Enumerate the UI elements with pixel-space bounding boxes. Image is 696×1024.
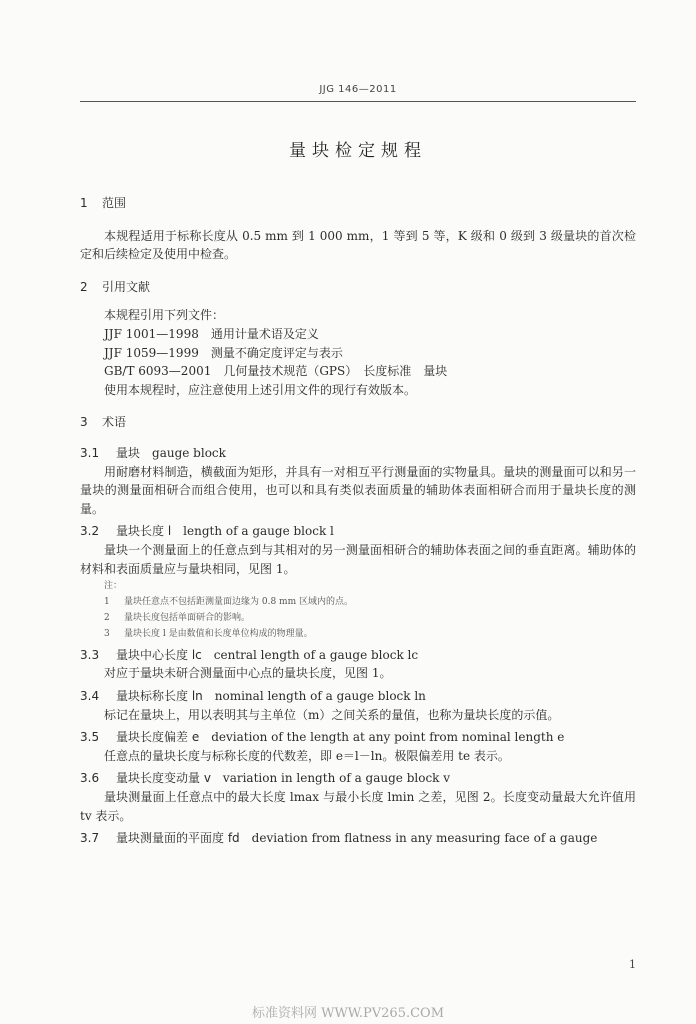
term-heading bbox=[80, 646, 636, 665]
reference-item: JJF 1001—1998 通用计量术语及定义 bbox=[104, 326, 319, 341]
section-heading bbox=[80, 278, 636, 297]
term-chinese: 量块 bbox=[116, 445, 141, 460]
term-heading bbox=[80, 522, 636, 541]
term-definition: 任意点的量块长度与标称长度的代数差，即 e＝l－ln。极限偏差用 te 表示。 bbox=[104, 748, 510, 763]
term-number: 3.5 bbox=[80, 730, 100, 745]
note-text: 量块任意点不包括距测量面边缘为 0.8 mm 区域内的点。 bbox=[124, 597, 353, 608]
term-number: 3.3 bbox=[80, 647, 100, 662]
header-rule bbox=[80, 101, 636, 102]
paragraph: 本规程适用于标称长度从 0.5 mm 到 1 000 mm，1 等到 5 等，K 级和 0 级到 3 级量块的首次检定和后续检定及使用中检查。 bbox=[80, 228, 636, 262]
term-definition: 用耐磨材料制造，横截面为矩形，并具有一对相互平行测量面的实物量具。量块的测量面可以和另一量块的测量面相研合而组合使用，也可以和具有类似表面质量的辅助体表面相研合而用于量块长度的测量。 bbox=[80, 464, 636, 516]
term-chinese: 量块长度 l bbox=[116, 524, 172, 539]
term-heading bbox=[80, 444, 636, 463]
watermark: 标准资料网 WWW.PV265.COM bbox=[251, 1006, 445, 1021]
note-number: 2 bbox=[104, 612, 110, 623]
term-definition: 标记在量块上，用以表明其与主单位（m）之间关系的量值，也称为量块长度的示值。 bbox=[104, 707, 560, 722]
note-item bbox=[80, 628, 636, 642]
note-number: 3 bbox=[104, 628, 110, 639]
term-english: central length of a gauge block lc bbox=[213, 647, 419, 662]
term-heading bbox=[80, 769, 636, 788]
term-definition: 对应于量块未研合测量面中心点的量块长度，见图 1。 bbox=[104, 666, 392, 681]
term-english: deviation of the length at any point from nominal length e bbox=[211, 730, 565, 745]
section-number: 2 bbox=[80, 279, 88, 294]
term-number: 3.6 bbox=[80, 771, 100, 786]
term-english: variation in length of a gauge block v bbox=[222, 771, 451, 786]
section-number: 3 bbox=[80, 415, 88, 430]
note-item bbox=[80, 596, 636, 610]
term-number: 3.7 bbox=[80, 831, 100, 846]
reference-item: JJF 1059—1999 测量不确定度评定与表示 bbox=[104, 345, 343, 360]
term-chinese: 量块长度偏差 e bbox=[116, 730, 200, 745]
term-heading bbox=[80, 687, 636, 706]
paragraph: 本规程引用下列文件： bbox=[104, 308, 225, 323]
section-title: 引用文献 bbox=[102, 279, 151, 294]
term-number: 3.4 bbox=[80, 689, 100, 704]
reference-item: GB/T 6093—2001 几何量技术规范（GPS） 长度标准 量块 bbox=[104, 364, 448, 379]
term-chinese: 量块测量面的平面度 fd bbox=[116, 831, 240, 846]
document-title: 量块检定规程 bbox=[289, 141, 427, 161]
note-title: 注： bbox=[104, 581, 123, 592]
note-item bbox=[80, 612, 636, 626]
term-heading bbox=[80, 728, 636, 747]
note-text: 量块长度包括单面研合的影响。 bbox=[124, 612, 251, 623]
page-number: 1 bbox=[629, 958, 636, 971]
term-chinese: 量块中心长度 lc bbox=[116, 647, 202, 662]
term-english: gauge block bbox=[152, 445, 226, 460]
term-english: length of a gauge block l bbox=[183, 524, 334, 539]
document-body bbox=[80, 184, 636, 848]
term-definition: 量块测量面上任意点中的最大长度 lmax 与最小长度 lmin 之差，见图 2。长度变动量最大允许值用 tv 表示。 bbox=[80, 790, 636, 823]
paragraph: 使用本规程时，应注意使用上述引用文件的现行有效版本。 bbox=[104, 382, 417, 397]
term-english: deviation from flatness in any measuring face of a gauge bbox=[251, 831, 598, 846]
note-number: 1 bbox=[104, 597, 110, 608]
term-english: nominal length of a gauge block ln bbox=[214, 689, 426, 704]
section-heading bbox=[80, 194, 636, 213]
term-chinese: 量块标称长度 ln bbox=[116, 689, 203, 704]
section-title: 范围 bbox=[102, 196, 127, 210]
section-title: 术语 bbox=[102, 415, 127, 430]
section-number: 1 bbox=[80, 196, 88, 210]
header-code: JJG 146—2011 bbox=[319, 84, 397, 95]
term-number: 3.1 bbox=[80, 445, 100, 460]
section-heading bbox=[80, 413, 636, 432]
term-chinese: 量块长度变动量 v bbox=[116, 771, 211, 786]
term-number: 3.2 bbox=[80, 524, 100, 539]
note-text: 量块长度 l 是由数值和长度单位构成的物理量。 bbox=[124, 628, 313, 639]
term-definition: 量块一个测量面上的任意点到与其相对的另一测量面相研合的辅助体表面之间的垂直距离。辅助体的材料和表面质量应与量块相同，见图 1。 bbox=[80, 542, 636, 576]
term-heading bbox=[80, 829, 636, 848]
